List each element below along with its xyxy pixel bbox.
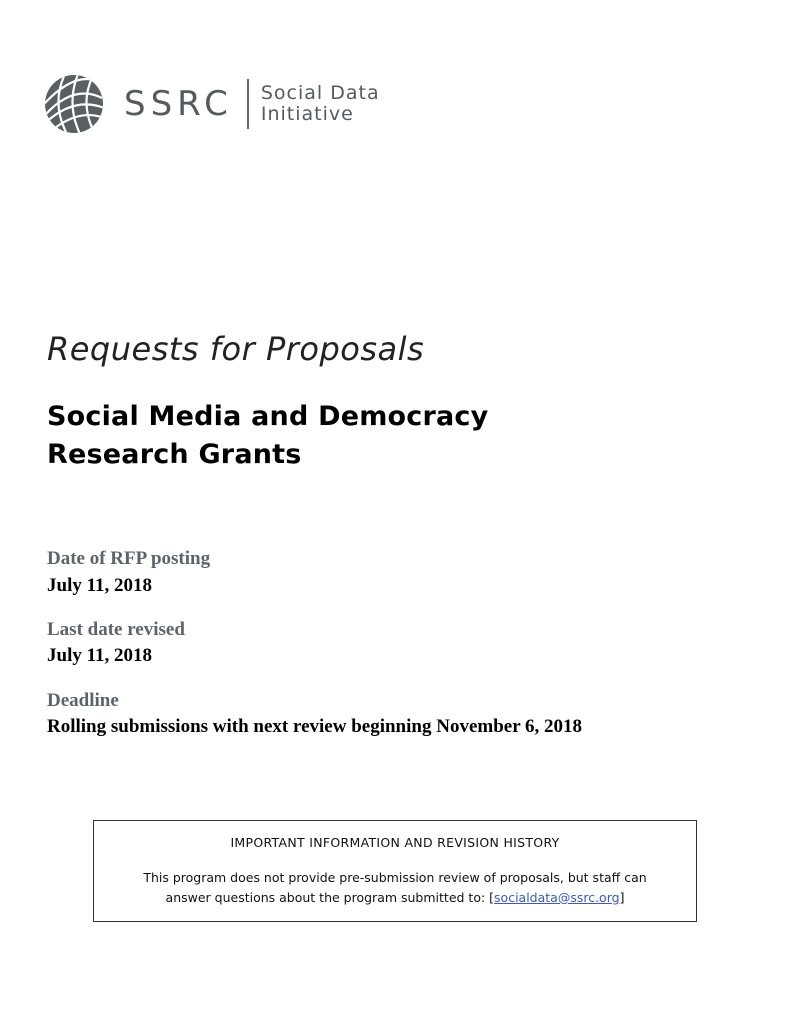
info-box-line2	[94, 888, 696, 908]
info-box-title: IMPORTANT INFORMATION AND REVISION HISTORY	[230, 835, 560, 850]
deadline-value: Rolling submissions with next review beginning November 6, 2018	[47, 716, 583, 737]
info-box-line2-suffix: ]	[619, 890, 625, 905]
program-title	[47, 398, 488, 474]
revised-date-value: July 11, 2018	[47, 645, 153, 666]
ssrc-logo	[44, 72, 380, 136]
logo-divider	[247, 79, 249, 129]
contact-email-link[interactable]: socialdata@ssrc.org	[494, 890, 620, 905]
posting-date-label: Date of RFP posting	[47, 548, 211, 569]
rfp-heading: Requests for Proposals	[47, 330, 425, 368]
subbrand-line1: Social Data	[260, 82, 380, 104]
info-box-line1: This program does not provide pre-submission review of proposals, but staff can	[143, 870, 647, 885]
globe-icon	[44, 74, 104, 134]
info-box-line2-prefix: answer questions about the program submitted to: [	[165, 890, 495, 905]
revised-date-label: Last date revised	[47, 619, 185, 640]
program-title-line2: Research Grants	[47, 439, 302, 470]
program-title-line1: Social Media and Democracy	[47, 401, 489, 432]
info-box	[93, 820, 697, 922]
deadline-label: Deadline	[47, 690, 119, 711]
posting-date-value: July 11, 2018	[47, 575, 153, 596]
subbrand-line2: Initiative	[260, 103, 354, 125]
subbrand	[261, 83, 380, 125]
ssrc-wordmark: SSRC	[124, 84, 233, 124]
info-box-text	[94, 868, 696, 908]
